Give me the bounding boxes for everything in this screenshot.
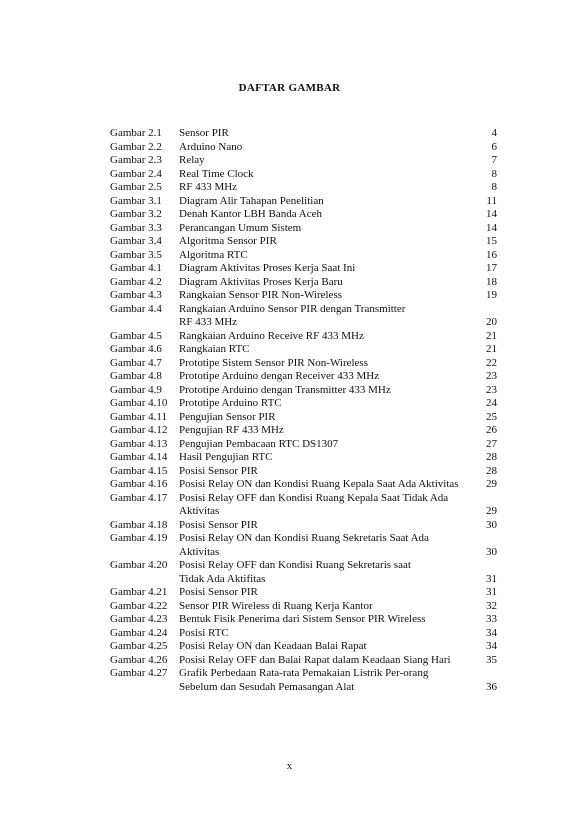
figure-caption [179,330,479,344]
figure-caption-line: Rangkaian Arduino Sensor PIR dengan Transmitter [179,302,406,315]
figure-page-number: 34 [486,640,497,652]
figure-caption-line: Rangkaian Arduino Receive RF 433 MHz [179,329,364,342]
figure-number: Gambar 4.26 [110,653,168,666]
figure-entry [0,357,579,371]
figure-page-number: 28 [486,464,497,477]
figure-caption [179,303,479,330]
figure-page-number: 34 [486,626,497,639]
figure-entry [0,262,579,276]
figure-caption [179,141,479,155]
figure-entry [0,330,579,344]
figure-number: Gambar 4.7 [110,356,162,369]
figure-page-number: 8 [491,181,497,193]
figure-caption-line: Real Time Clock [179,167,254,180]
figure-caption-line: Posisi Sensor PIR [179,518,258,531]
figure-page-number: 20 [486,316,497,328]
figure-caption-line: Posisi Relay ON dan Kondisi Ruang Sekretaris Saat Ada [179,532,429,544]
figure-number: Gambar 4.27 [110,667,168,679]
figure-caption-line: Perancangan Umum Sistem [179,221,302,234]
figure-page-number: 14 [486,208,497,220]
figure-caption [179,168,479,182]
figure-caption [179,559,479,586]
figure-caption-line: Diagram Alir Tahapan Penelitian [179,194,324,207]
figure-caption [179,154,479,168]
figure-page-number: 22 [486,356,497,369]
figure-number: Gambar 4.22 [110,599,168,612]
figure-caption-line: Prototipe Arduino dengan Transmitter 433 MHz [179,383,391,396]
figure-caption-line: Algoritma Sensor PIR [179,235,277,247]
figure-entry [0,424,579,438]
figure-caption-line: Arduino Nano [179,140,243,153]
figure-entry [0,235,579,249]
figure-caption-line: Prototipe Arduino dengan Receiver 433 MHz [179,370,380,382]
figure-number: Gambar 4.19 [110,532,168,544]
figure-caption-line: Pengujian RF 433 MHz [179,424,284,436]
figure-caption-line: Posisi Relay OFF dan Kondisi Ruang Sekretaris saat [179,559,411,571]
figure-entry [0,168,579,182]
figure-page-number: 28 [486,451,497,463]
figure-entry [0,154,579,168]
figure-caption [179,343,479,357]
figure-number: Gambar 4.17 [110,491,168,504]
figure-number: Gambar 4.5 [110,329,162,342]
figure-caption-line: Rangkaian RTC [179,343,250,355]
figure-page-number: 8 [491,167,497,180]
figure-caption-line: Diagram Aktivitas Proses Kerja Saat Ini [179,262,356,274]
figure-caption-line: Sensor PIR Wireless di Ruang Kerja Kantor [179,599,373,612]
figure-entry [0,451,579,465]
figure-caption [179,289,479,303]
figure-caption [179,384,479,398]
figure-caption [179,424,479,438]
figure-entry [0,438,579,452]
figure-entry [0,654,579,668]
figure-number: Gambar 4.6 [110,343,162,355]
figure-entry [0,208,579,222]
figure-page-number: 21 [486,329,497,342]
figure-caption [179,208,479,222]
figure-entry [0,627,579,641]
figure-caption-line: Hasil Pengujian RTC [179,451,273,463]
figure-number: Gambar 4.1 [110,262,162,274]
figure-caption [179,492,479,519]
figure-caption [179,627,479,641]
figure-caption-line: Denah Kantor LBH Banda Aceh [179,208,322,220]
figure-number: Gambar 3.5 [110,248,162,261]
figure-caption [179,613,479,627]
figure-number: Gambar 4.23 [110,613,168,625]
figure-caption [179,370,479,384]
figure-caption-line: Posisi Relay OFF dan Kondisi Ruang Kepala Saat Tidak Ada [179,491,449,504]
figure-caption [179,451,479,465]
figure-page-number: 30 [486,518,497,531]
figure-entry [0,559,579,586]
figure-number: Gambar 2.1 [110,127,162,139]
figure-caption-line: Prototipe Arduino RTC [179,397,282,409]
figure-page-number: 23 [486,370,497,382]
figure-number: Gambar 4.21 [110,586,168,598]
figure-page-number: 31 [486,572,497,585]
figure-caption [179,654,479,668]
figure-number: Gambar 3.1 [110,194,162,207]
figure-entry [0,249,579,263]
figure-caption [179,519,479,533]
figure-page-number: 29 [486,505,497,517]
figure-entry [0,384,579,398]
figure-page-number: 26 [486,424,497,436]
figure-caption [179,411,479,425]
figure-page-number: 23 [486,383,497,396]
figure-entry [0,411,579,425]
figure-caption-line: Posisi Relay OFF dan Balai Rapat dalam Keadaan Siang Hari [179,653,451,666]
figure-page-number: 27 [486,437,497,450]
figure-number: Gambar 4.12 [110,424,168,436]
figure-number: Gambar 2.3 [110,154,162,166]
figure-entry [0,141,579,155]
figure-page-number: 32 [486,599,497,612]
figure-caption-line: Posisi Relay ON dan Kondisi Ruang Kepala Saat Ada Aktivitas [179,478,459,490]
figure-caption [179,438,479,452]
figure-caption [179,195,479,209]
figure-caption [179,397,479,411]
figure-caption-line: Aktivitas [179,545,220,558]
figure-caption [179,235,479,249]
figure-entry [0,289,579,303]
figure-entry [0,667,579,694]
figure-entry [0,532,579,559]
figure-page-number: 30 [486,545,497,558]
figure-page-number: 24 [486,397,497,409]
figure-entry [0,478,579,492]
figure-page-number: 21 [486,343,497,355]
figure-entry [0,343,579,357]
figure-entry [0,586,579,600]
figure-caption [179,262,479,276]
figure-caption [179,276,479,290]
figure-entry [0,181,579,195]
figure-caption [179,532,479,559]
figure-entry [0,370,579,384]
figure-entry [0,127,579,141]
figure-page-number: 25 [486,410,497,423]
figure-caption-line: Algoritma RTC [179,248,248,261]
figure-page-number: 14 [486,221,497,234]
figure-caption [179,667,479,694]
figure-page-number: 29 [486,478,497,490]
figure-caption-line: Posisi Sensor PIR [179,464,258,477]
figure-number: Gambar 4.2 [110,275,162,288]
figure-caption [179,465,479,479]
figure-page-number: 36 [486,680,497,693]
figure-caption-line: Posisi RTC [179,626,229,639]
figure-caption-line: Prototipe Sistem Sensor PIR Non-Wireless [179,356,368,369]
figure-entry [0,222,579,236]
figure-caption [179,222,479,236]
figure-page-number: 18 [486,275,497,288]
figure-caption-line: Diagram Aktivitas Proses Kerja Baru [179,275,343,288]
figure-number: Gambar 4.25 [110,640,168,652]
figure-caption-line: Posisi Sensor PIR [179,586,258,598]
figure-caption-line: Sensor PIR [179,127,229,139]
figure-caption [179,640,479,654]
figure-number: Gambar 4.20 [110,559,168,571]
figure-number: Gambar 4.16 [110,478,168,490]
figure-number: Gambar 2.2 [110,140,162,153]
figure-list [0,127,579,694]
figure-number: Gambar 3.2 [110,208,162,220]
figure-caption-line: Grafik Perbedaan Rata-rata Pemakaian Listrik Per-orang [179,667,429,679]
figure-page-number: 4 [491,127,497,139]
figure-number: Gambar 4.4 [110,302,162,315]
figure-page-number: 31 [486,586,497,598]
figure-caption-line: RF 433 MHz [179,316,238,328]
figure-page-number: 33 [486,613,497,625]
figure-page-number: 19 [486,289,497,301]
figure-number: Gambar 4.3 [110,289,162,301]
figure-number: Gambar 2.4 [110,167,162,180]
figure-number: Gambar 4.10 [110,397,168,409]
figure-caption-line: Rangkaian Sensor PIR Non-Wireless [179,289,343,301]
figure-number: Gambar 4.15 [110,464,168,477]
figure-page-number: 15 [486,235,497,247]
figure-number: Gambar 2.5 [110,181,162,193]
figure-number: Gambar 4.9 [110,383,162,396]
figure-page-number: 7 [491,154,497,166]
figure-caption-line: Bentuk Fisik Penerima dari Sistem Sensor PIR Wireless [179,613,426,625]
figure-caption [179,357,479,371]
figure-entry [0,303,579,330]
figure-number: Gambar 4.24 [110,626,168,639]
figure-caption [179,586,479,600]
figure-entry [0,519,579,533]
figure-entry [0,397,579,411]
figure-entry [0,640,579,654]
figure-caption-line: Relay [179,154,205,166]
figure-caption [179,181,479,195]
figure-entry [0,465,579,479]
figure-page-number: 16 [486,248,497,261]
figure-entry [0,195,579,209]
figure-number: Gambar 3.4 [110,235,162,247]
figure-number: Gambar 4.8 [110,370,162,382]
figure-entry [0,613,579,627]
figure-caption-line: Tidak Ada Aktifitas [179,572,266,585]
figure-entry [0,600,579,614]
page-number-footer: x [286,760,293,772]
figure-page-number: 11 [486,194,497,207]
figure-page-number: 6 [491,140,497,153]
figure-caption-line: Pengujian Sensor PIR [179,410,276,423]
figure-caption [179,249,479,263]
figure-caption [179,600,479,614]
page-title: DAFTAR GAMBAR [238,82,341,94]
figure-caption [179,127,479,141]
figure-number: Gambar 4.14 [110,451,168,463]
figure-caption-line: Aktivitas [179,505,220,517]
figure-caption-line: Pengujian Pembacaan RTC DS1307 [179,437,339,450]
figure-caption [179,478,479,492]
figure-page-number: 35 [486,653,497,666]
figure-number: Gambar 4.13 [110,437,168,450]
figure-caption-line: Posisi Relay ON dan Keadaan Balai Rapat [179,640,367,652]
figure-number: Gambar 4.11 [110,410,168,423]
figure-number: Gambar 4.18 [110,518,168,531]
figure-caption-line: Sebelum dan Sesudah Pemasangan Alat [179,680,355,693]
figure-caption-line: RF 433 MHz [179,181,238,193]
figure-entry [0,276,579,290]
figure-number: Gambar 3.3 [110,221,162,234]
figure-entry [0,492,579,519]
figure-page-number: 17 [486,262,497,274]
